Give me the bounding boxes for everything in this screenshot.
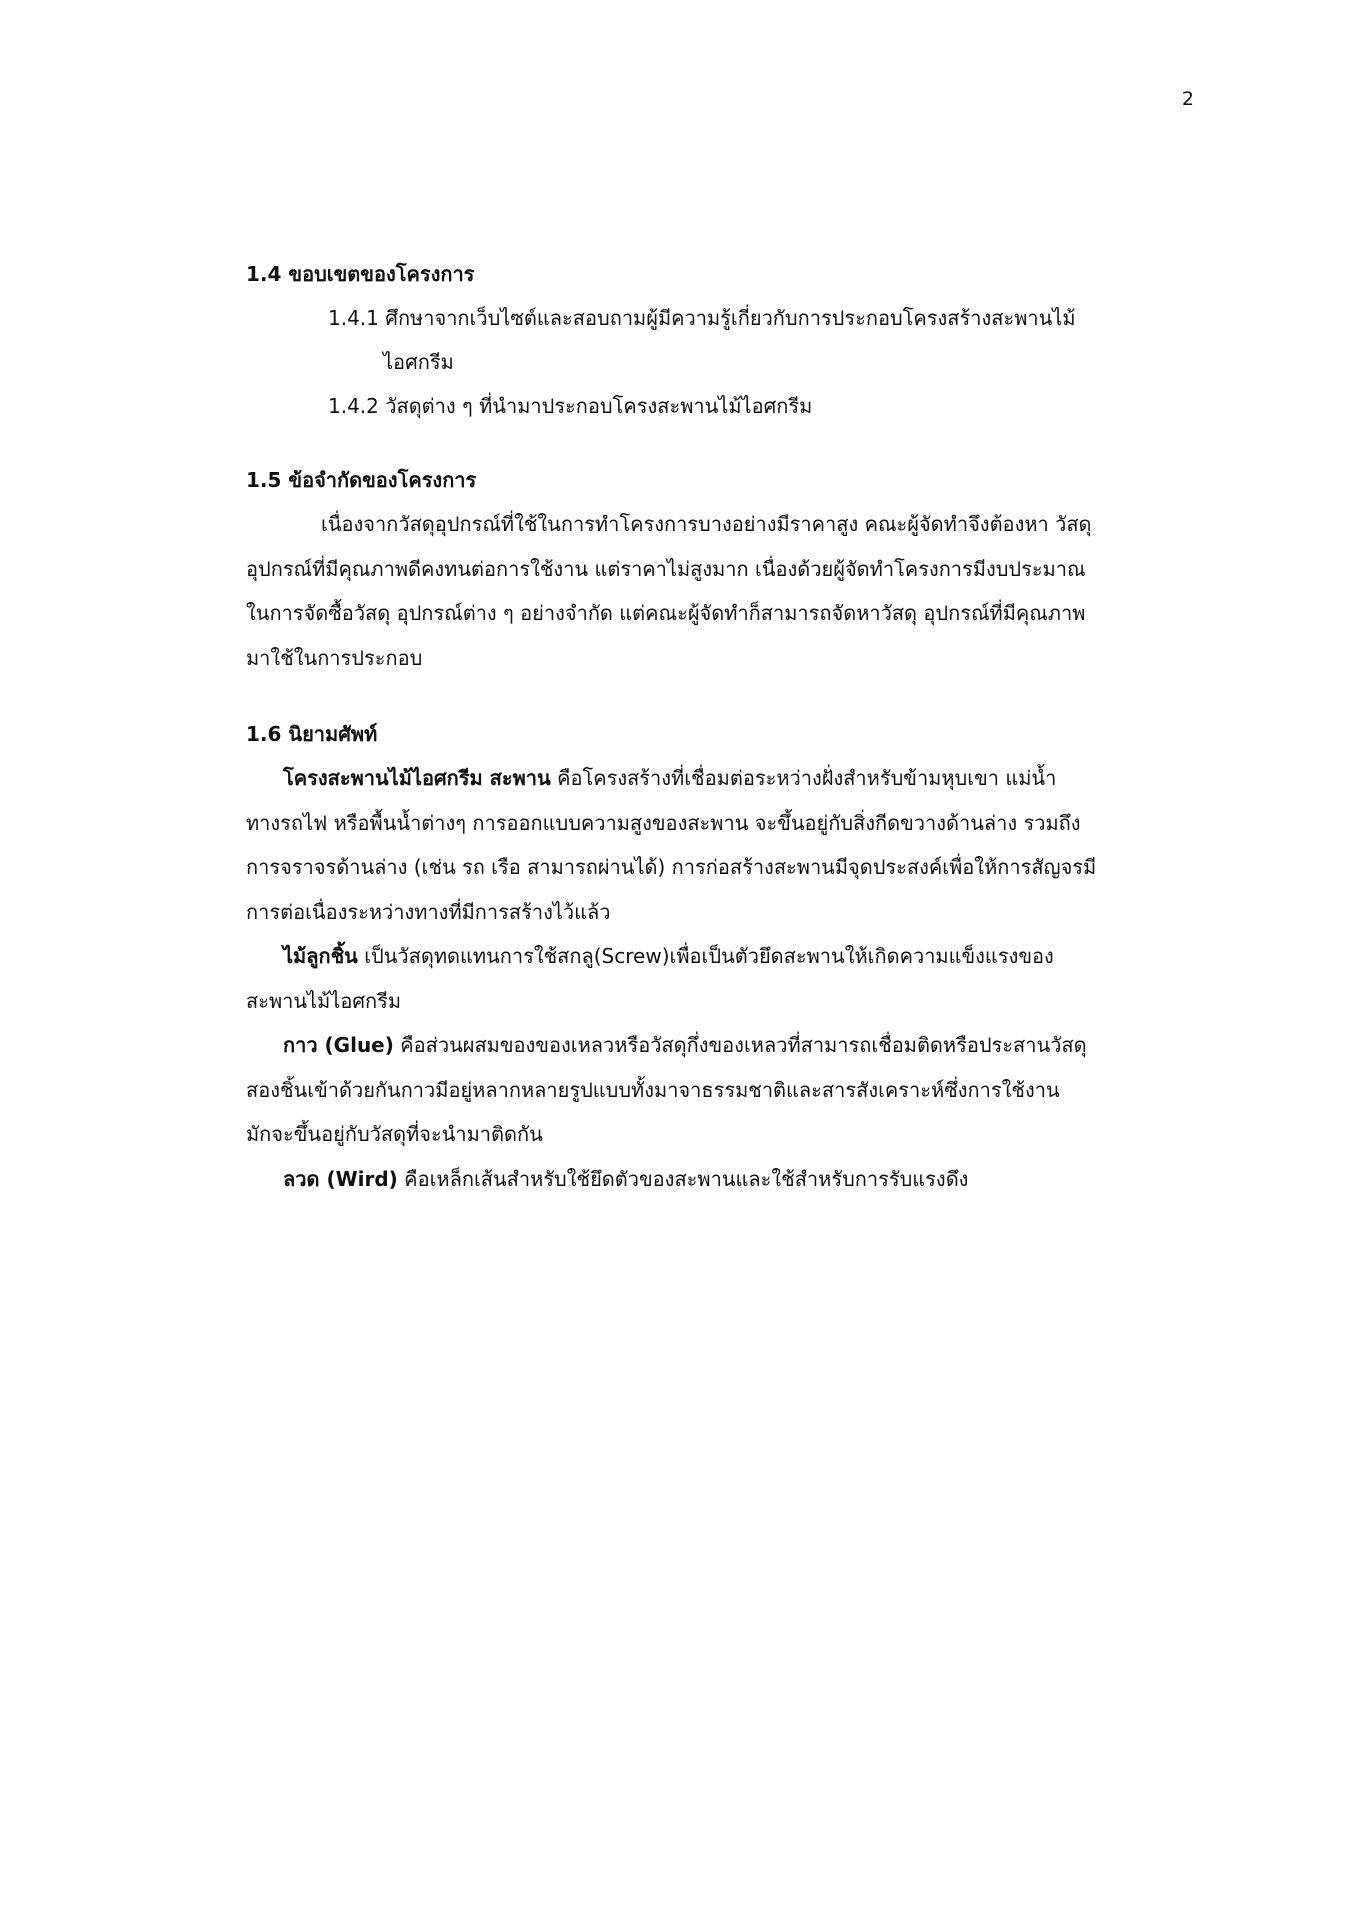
scope-item-number: 1.4.2 — [328, 394, 379, 418]
scope-item-text: ศึกษาจากเว็บไซต์และสอบถามผู้มีความรู้เกี่ยวกับการประกอบโครงสร้างสะพานไม้ — [385, 306, 1076, 330]
definition-line: เป็นวัสดุทดแทนการใช้สกลู(Screw)เพื่อเป็นตัวยึดสะพานให้เกิดความแข็งแรงของ — [357, 944, 1054, 968]
definition-line: การจราจรด้านล่าง (เช่น รถ เรือ สามารถผ่านได้) การก่อสร้างสะพานมีจุดประสงค์เพื่อให้การสัญจรมี — [246, 855, 1097, 879]
definition-term: กาว (Glue) — [283, 1033, 394, 1057]
document-body — [246, 252, 1194, 1201]
limitations-line: มาใช้ในการประกอบ — [246, 645, 423, 670]
definition-line: คือโครงสร้างที่เชื่อมต่อระหว่างฝั่งสำหรับข้ามหุบเขา แม่น้ำ — [550, 766, 1057, 790]
limitations-line: เนื่องจากวัสดุอุปกรณ์ที่ใช้ในการทำโครงการบางอย่างมีราคาสูง คณะผู้จัดทำจึงต้องหา วัสดุ — [321, 512, 1092, 536]
definition-line: สะพานไม้ไอศกรีม — [246, 988, 402, 1013]
definition-glue — [246, 1023, 1194, 1157]
page-number: 2 — [1181, 88, 1194, 110]
scope-item-continuation: ไอศกรีม — [383, 350, 454, 374]
limitations-line: อุปกรณ์ที่มีคุณภาพดีคงทนต่อการใช้งาน แต่ราคาไม่สูงมาก เนื่องด้วยผู้จัดทำโครงการมีงบประมาณ — [246, 556, 1086, 581]
definitions-heading: 1.6 นิยามศัพท์ — [246, 722, 378, 746]
definition-line: มักจะขึ้นอยู่กับวัสดุที่จะนำมาติดกัน — [246, 1122, 543, 1146]
scope-item-text: วัสดุต่าง ๆ ที่นำมาประกอบโครงสะพานไม้ไอศกรีม — [385, 394, 813, 418]
definition-term: โครงสะพานไม้ไอศกรีม สะพาน — [283, 766, 551, 790]
definition-wire — [246, 1157, 1194, 1202]
definition-term: ลวด (Wird) — [283, 1166, 398, 1191]
limitations-paragraph — [246, 502, 1194, 680]
section-limitations — [246, 458, 1194, 680]
section-scope — [246, 252, 1194, 428]
limitations-heading: 1.5 ข้อจำกัดของโครงการ — [246, 468, 477, 492]
definition-line: สองชิ้นเข้าด้วยกันกาวมีอยู่หลากหลายรูปแบบทั้งมาจาธรรมชาติและสารสังเคราะห์ซึ่งการใช้งาน — [246, 1077, 1060, 1102]
scope-item-number: 1.4.1 — [328, 306, 379, 330]
definition-skewer — [246, 934, 1194, 1023]
scope-item-2 — [246, 384, 1194, 428]
definition-line: คือเหล็กเส้นสำหรับใช้ยึดตัวของสะพานและใช้สำหรับการรับแรงดึง — [397, 1166, 969, 1191]
definition-line: คือส่วนผสมของของเหลวหรือวัสดุกึ่งของเหลวที่สามารถเชื่อมติดหรือประสานวัสดุ — [393, 1033, 1087, 1057]
scope-item-1 — [246, 296, 1194, 384]
scope-heading: 1.4 ขอบเขตของโครงการ — [246, 262, 475, 286]
definition-bridge — [246, 756, 1194, 934]
definition-line: การต่อเนื่องระหว่างทางที่มีการสร้างไว้แล้ว — [246, 899, 611, 924]
definition-term: ไม้ลูกชิ้น — [283, 944, 358, 968]
limitations-line: ในการจัดซื้อวัสดุ อุปกรณ์ต่าง ๆ อย่างจำกัด แต่คณะผู้จัดทำก็สามารถจัดหาวัสดุ อุปกรณ์ที่มีคุณภาพ — [246, 601, 1086, 625]
definition-line: ทางรถไฟ หรือพื้นน้ำต่างๆ การออกแบบความสูงของสะพาน จะขึ้นอยู่กับสิ่งกีดขวางด้านล่าง รวมถึง — [246, 810, 1081, 835]
section-definitions — [246, 712, 1194, 1201]
